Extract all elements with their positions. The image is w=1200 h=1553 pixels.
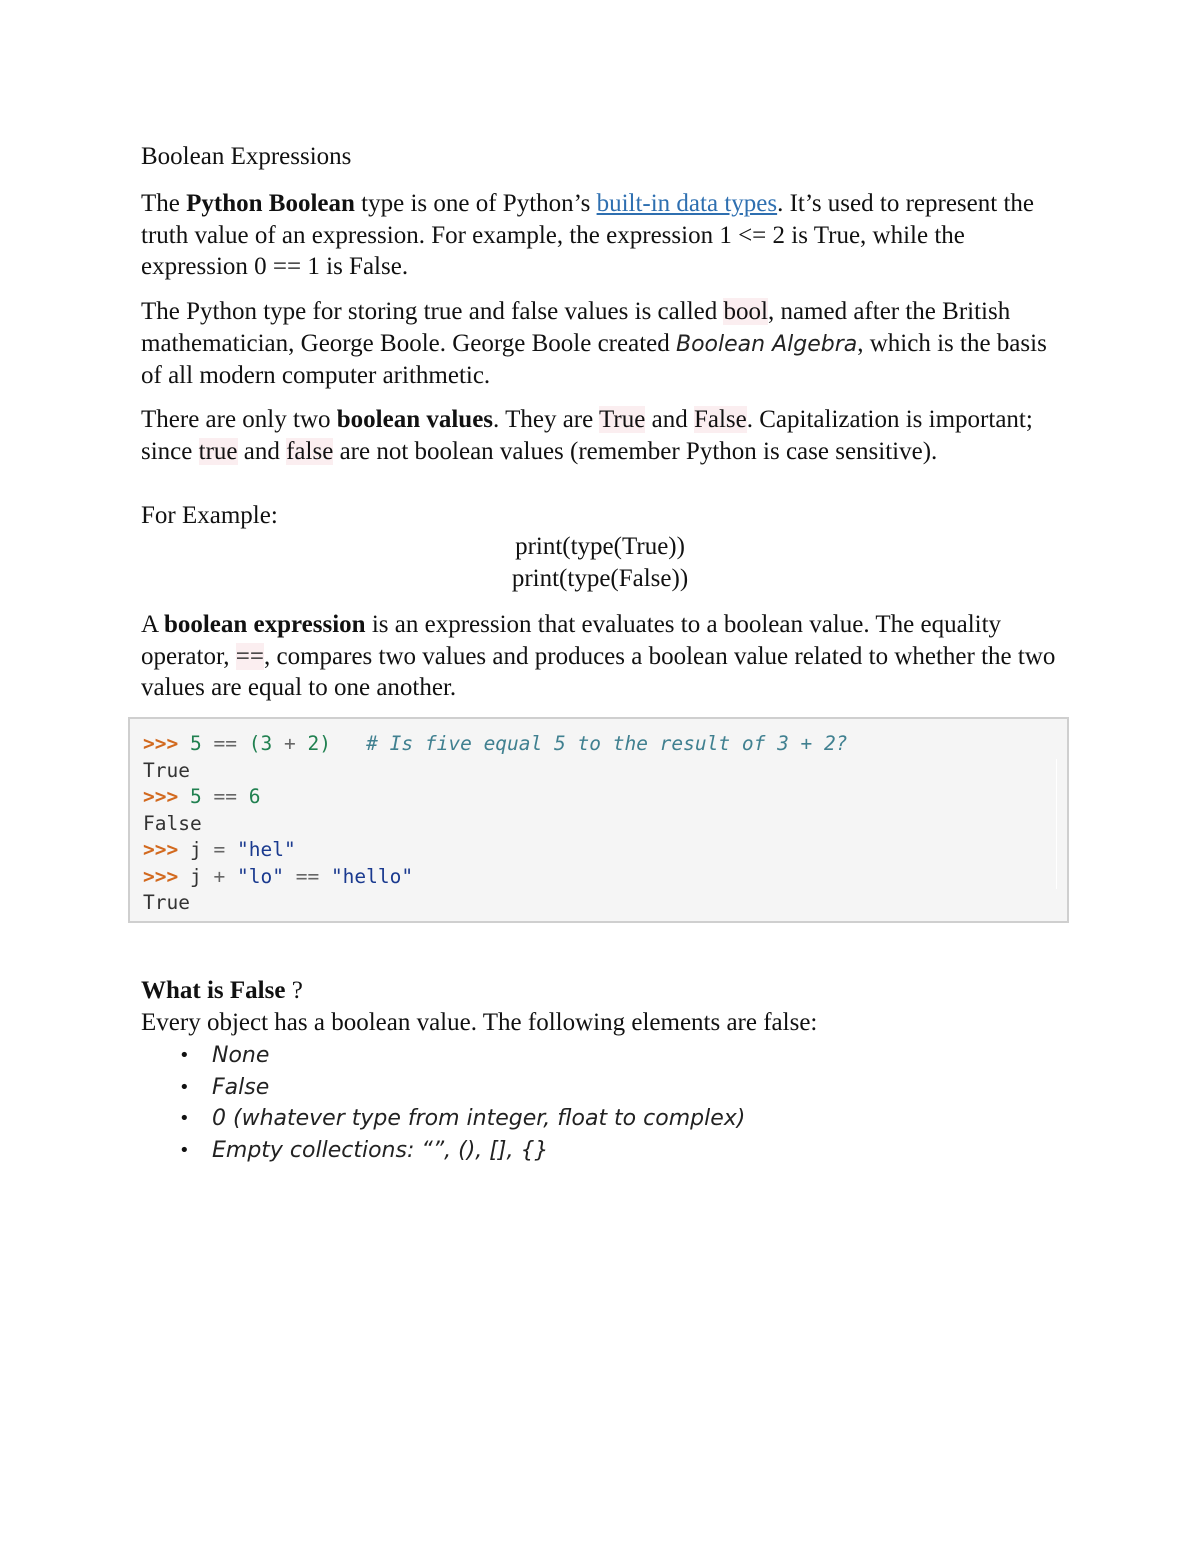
bullet-icon: • — [179, 1139, 190, 1161]
list-item-text: None — [212, 1043, 270, 1068]
intro-paragraph — [141, 188, 1071, 283]
text-run: , which is the basis of all modern computer arithmetic. — [141, 329, 1047, 389]
for-example-label: For Example: — [141, 502, 278, 529]
false-values-list — [141, 1040, 745, 1166]
list-item-text: False — [212, 1074, 270, 1100]
code-token: j — [189, 864, 202, 888]
inline-code-false: False — [693, 406, 747, 433]
code-token: + — [213, 864, 226, 888]
repl-output: True — [143, 758, 190, 782]
boolean-expression-paragraph — [141, 609, 1071, 704]
list-item-text: 0 (whatever type from integer, float to complex) — [212, 1106, 746, 1131]
repl-prompt: >>> — [143, 864, 179, 888]
text-run: The Python type for storing true and false values is called — [141, 298, 724, 325]
bold-term: Python Boolean — [186, 190, 355, 217]
italic-term: Boolean Algebra — [676, 331, 858, 357]
text-run: and — [645, 406, 694, 433]
text-run: . It’s used to represent the truth value of an expression. For example, the expression 1 <= 2 is True, while the expression 0 == 1 is False. — [141, 190, 1034, 280]
text-run: , compares two values and produces a boolean value related to whether the two values are equal to one another. — [141, 642, 1056, 701]
inline-code-lower-false: false — [286, 437, 334, 465]
code-token: == — [295, 864, 320, 888]
page-title: Boolean Expressions — [141, 143, 352, 170]
code-token: 2) — [307, 732, 331, 755]
heading-bold: What is False — [141, 977, 286, 1004]
code-token: = — [213, 838, 226, 861]
code-token: 5 — [189, 732, 202, 755]
code-token: == — [213, 785, 237, 808]
text-run: A — [141, 611, 164, 638]
bold-term: boolean values — [336, 406, 494, 433]
repl-output: True — [143, 891, 190, 914]
list-item — [141, 1072, 745, 1104]
repl-prompt: >>> — [143, 732, 179, 755]
code-token: + — [283, 732, 296, 755]
text-run: , named after the British mathematician, George Boole. George Boole created — [141, 298, 1011, 357]
repl-prompt: >>> — [143, 785, 179, 808]
heading-rest: ? — [285, 977, 303, 1004]
code-block — [128, 717, 1069, 923]
text-run: are not boolean values (remember Python is case sensitive). — [333, 437, 938, 465]
list-item-text: Empty collections: “”, (), [], {} — [212, 1137, 549, 1163]
boolean-values-paragraph — [141, 404, 1071, 467]
text-run: . Capitalization is important; since — [141, 406, 1033, 465]
code-token: j — [189, 838, 202, 861]
code-comment: # Is five equal 5 to the result of 3 + 2? — [366, 732, 848, 755]
text-run: and — [237, 437, 287, 465]
inline-code-equality: == — [235, 642, 264, 670]
text-run: The — [141, 190, 187, 217]
bold-term: boolean expression — [163, 611, 366, 638]
code-token: "hel" — [236, 838, 296, 861]
bool-type-paragraph — [141, 296, 1071, 392]
example-line: print(type(True)) — [515, 533, 685, 560]
text-run: There are only two — [141, 406, 337, 433]
inline-code-lower-true: true — [198, 437, 238, 465]
repl-output: False — [143, 811, 202, 835]
example-line: print(type(False)) — [511, 565, 689, 592]
built-in-data-types-link[interactable]: built-in data types — [596, 190, 778, 217]
list-item — [141, 1135, 745, 1167]
code-token: (3 — [248, 732, 273, 755]
code-token: 5 — [189, 785, 202, 808]
code-block-edge — [1056, 759, 1057, 889]
code-token: "hello" — [330, 864, 414, 888]
what-is-false-heading — [141, 975, 303, 1007]
repl-prompt: >>> — [143, 838, 179, 861]
text-run: is an expression that evaluates to a boolean value. The equality operator, — [141, 611, 1002, 670]
inline-code-true: True — [599, 406, 646, 433]
inline-code-bool: bool — [723, 298, 768, 325]
text-run: . They are — [493, 406, 600, 433]
code-token: 6 — [248, 785, 261, 808]
code-token: "lo" — [236, 864, 284, 888]
bullet-icon: • — [179, 1045, 190, 1066]
list-item — [141, 1103, 745, 1135]
text-run: type is one of Python’s — [354, 190, 597, 217]
list-item — [141, 1040, 745, 1072]
bullet-icon: • — [179, 1108, 190, 1129]
bullet-icon: • — [179, 1076, 190, 1098]
code-lines — [143, 731, 848, 917]
false-description: Every object has a boolean value. The following elements are false: — [141, 1009, 818, 1036]
code-token: == — [213, 732, 237, 755]
